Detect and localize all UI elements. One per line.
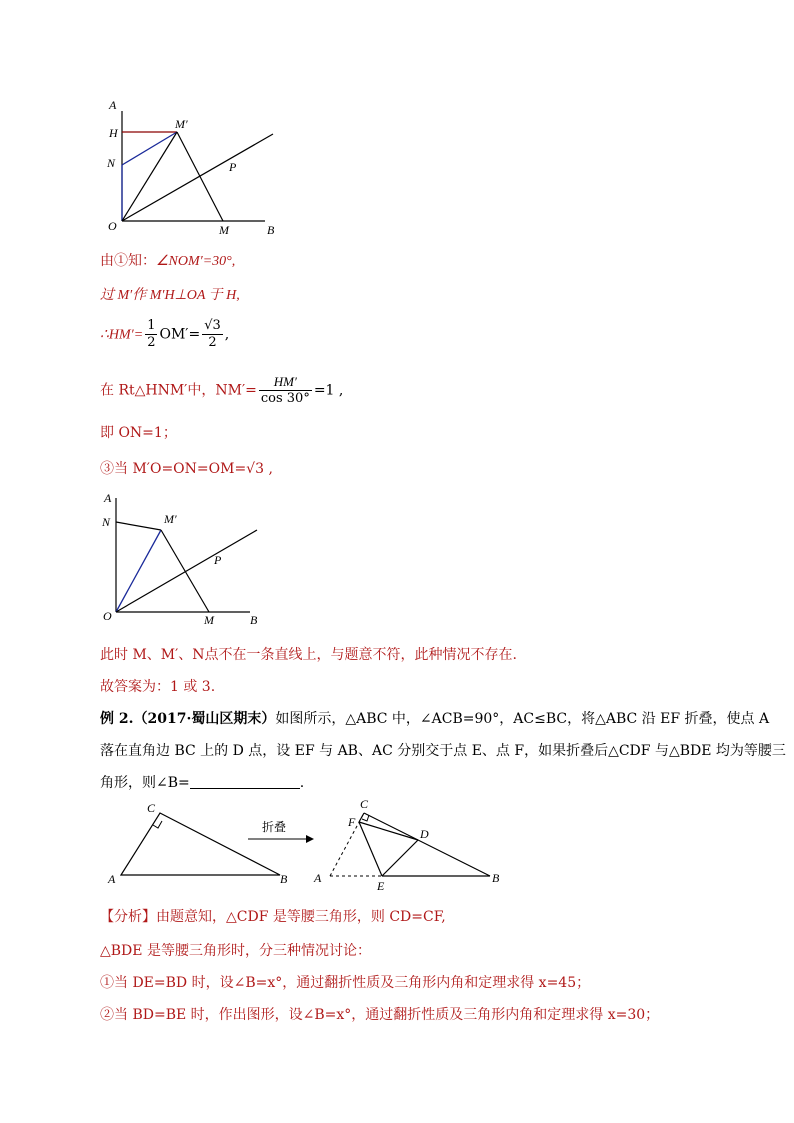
- label-C: C: [147, 801, 156, 815]
- example-line-2: 落在直角边 BC 上的 D 点，设 EF 与 AB、AC 分别交于点 E、点 F，如果折叠后△CDF 与△BDE 均为等腰三: [100, 743, 786, 759]
- line-1: 由①知：∠NOM′=30°,: [100, 253, 236, 269]
- label-B2: B: [492, 871, 500, 885]
- analysis-line-4: ②当 BD=BE 时，作出图形，设∠B=x°，通过翻折性质及三角形内角和定理求得 x=30；: [100, 1007, 660, 1023]
- label-E: E: [377, 879, 385, 893]
- line-4: 在 Rt△HNM′中，NM′= $\frac{HM'}{\cos 30^\circ}$ =1 ,: [100, 374, 344, 406]
- example-line-1: 例 2.（2017·蜀山区期末）如图所示，△ABC 中，∠ACB=90°，AC≤BC，将△ABC 沿 EF 折叠，使点 A: [100, 711, 770, 727]
- conclusion-line-2: 故答案为：1 或 3.: [100, 679, 216, 695]
- label-M: M: [219, 223, 229, 237]
- label-P: P: [229, 160, 237, 174]
- label-M-prime: M′: [164, 512, 177, 526]
- label-D: D: [420, 827, 429, 841]
- line-6: ③当 M′O=ON=OM=√3 ,: [100, 461, 273, 477]
- label-O: O: [103, 609, 112, 623]
- label-F: F: [348, 815, 356, 829]
- label-A2: A: [314, 871, 322, 885]
- analysis-line-1: 【分析】由题意知，△CDF 是等腰三角形，则 CD=CF,: [100, 909, 446, 925]
- label-P: P: [214, 553, 222, 567]
- analysis-line-3: ①当 DE=BD 时，设∠B=x°，通过翻折性质及三角形内角和定理求得 x=45；: [100, 975, 591, 991]
- label-A: A: [109, 98, 117, 112]
- label-B: B: [250, 613, 258, 627]
- label-B: B: [267, 223, 275, 237]
- label-A: A: [104, 491, 112, 505]
- line-2: 过 M′作 M′H⊥OA 于 H,: [100, 288, 240, 303]
- label-B: B: [280, 872, 288, 886]
- label-A: A: [108, 872, 116, 886]
- example-line-3: 角形，则∠B= .: [100, 775, 305, 791]
- figure-1-diagram: [95, 95, 285, 240]
- answer-blank[interactable]: [190, 774, 300, 789]
- line-3: ∴HM′= $\frac{1}{2}$ OM′= $\frac{√3}{2}$ ,: [100, 318, 230, 350]
- figure-2-diagram: [95, 490, 270, 630]
- label-M-prime: M′: [175, 117, 188, 131]
- label-O: O: [108, 219, 117, 233]
- figure-3-diagram: [100, 793, 510, 893]
- label-C2: C: [360, 797, 369, 811]
- label-H: H: [109, 126, 118, 140]
- line-5: 即 ON=1；: [100, 425, 177, 441]
- label-N: N: [107, 156, 116, 170]
- label-N: N: [102, 515, 111, 529]
- label-M: M: [204, 613, 214, 627]
- analysis-line-2: △BDE 是等腰三角形时，分三种情况讨论：: [100, 943, 371, 959]
- conclusion-line-1: 此时 M、M′、N点不在一条直线上，与题意不符，此种情况不存在.: [100, 647, 517, 663]
- fold-label: 折叠: [262, 820, 287, 834]
